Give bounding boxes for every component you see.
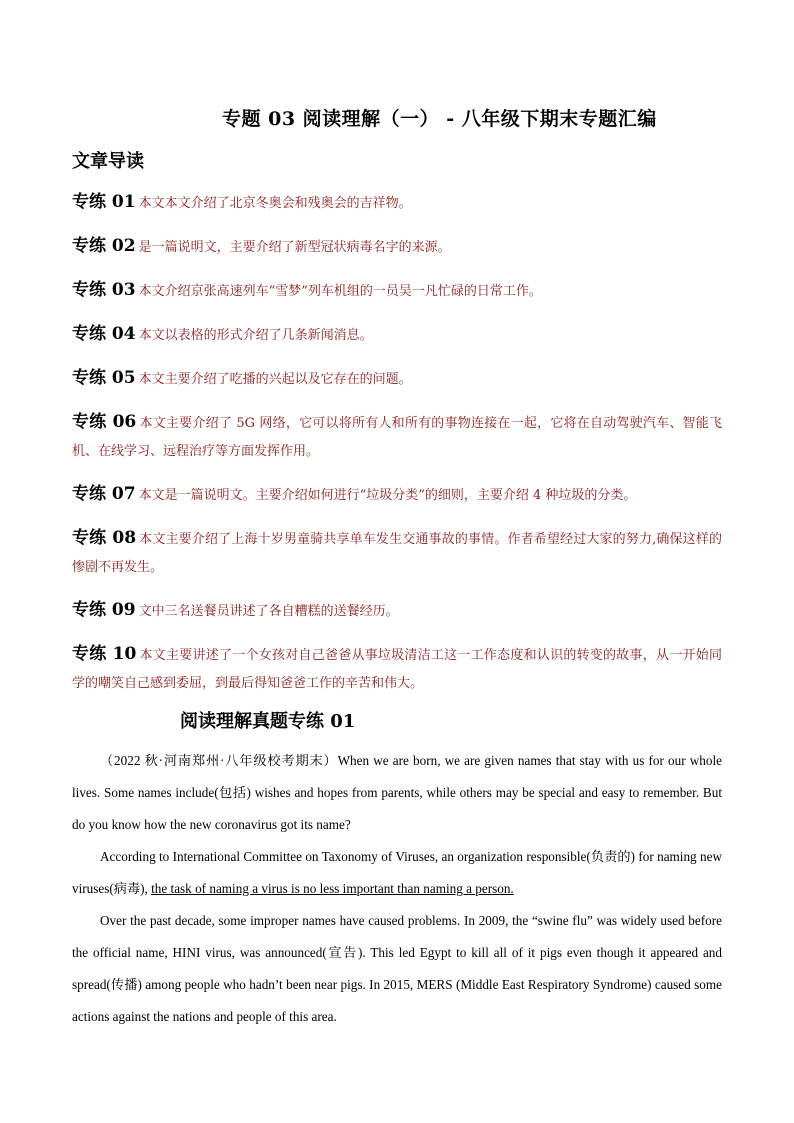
summary-item [72,480,722,510]
summary-label: 专练 01 [72,192,136,212]
summary-text: 本文主要讲述了一个女孩对自己爸爸从事垃圾清洁工这一工作态度和认识的转变的故事，从一开始同学的嘲笑自己感到委屈，到最后得知爸爸工作的辛苦和伟大。 [72,648,722,691]
summary-text: 本文本文介绍了北京冬奥会和残奥会的吉祥物。 [138,196,412,211]
summary-item [72,188,722,218]
summary-item [72,232,722,262]
summary-item [72,408,722,466]
practice-heading: 阅读理解真题专练 01 [180,711,356,732]
summary-label: 专练 07 [72,484,136,504]
summary-text: 本文主要介绍了吃播的兴起以及它存在的问题。 [138,372,412,387]
summary-label: 专练 02 [72,236,136,256]
passage-paragraph-1: （2022 秋·河南郑州·八年级校考期末）When we are born, we are given names that stay with us for our whole lives. Some names include(包括) wishes and hopes from parents, while others may be special and easy to remember. But do you know how the new coronavirus got its name? [72,753,722,832]
reading-passage [72,745,722,1033]
summary-item [72,640,722,698]
summary-label: 专练 08 [72,528,137,548]
summary-text: 本文主要介绍了 5G 网络，它可以将所有人和所有的事物连接在一起，它将在自动驾驶汽车、智能飞机、在线学习、远程治疗等方面发挥作用。 [72,416,723,459]
summary-item [72,276,722,306]
summary-item [72,524,722,582]
summary-item [72,364,722,394]
summary-label: 专练 10 [72,644,137,664]
summary-label: 专练 09 [72,600,136,620]
paragraph-2-text: According to International Committee on Taxonomy of Viruses, an organization responsible(负责的) for naming new viruses(病毒), [72,849,722,896]
passage-paragraph-3: Over the past decade, some improper names have caused problems. In 2009, the “swine flu” was widely used before the official name, HINI virus, was announced(宣告). This led Egypt to kill all of it pigs even though it appeared and spread(传播) among people who hadn’t been near pigs. In 2015, MERS (Middle East Respiratory Syndrome) caused some actions against the nations and people of this area. [72,913,722,1024]
document-title: 专题 03 阅读理解（一） - 八年级下期末专题汇编 [222,108,657,130]
summary-item [72,596,722,626]
summary-item [72,320,722,350]
summary-list [72,188,722,712]
section-heading: 文章导读 [72,151,144,172]
passage-paragraph-2 [72,841,722,905]
summary-label: 专练 06 [72,412,137,432]
underlined-sentence: the task of naming a virus is no less important than naming a person. [151,881,514,896]
summary-text: 本文主要介绍了上海十岁男童骑共享单车发生交通事故的事情。作者希望经过大家的努力,确保这样的惨剧不再发生。 [72,532,722,575]
summary-text: 本文是一篇说明文。主要介绍如何进行“垃圾分类”的细则，主要介绍 4 种垃圾的分类。 [138,488,637,503]
summary-text: 是一篇说明文，主要介绍了新型冠状病毒名字的来源。 [138,240,451,255]
summary-text: 文中三名送餐员讲述了各自糟糕的送餐经历。 [138,604,399,619]
summary-label: 专练 03 [72,280,136,300]
summary-label: 专练 05 [72,368,136,388]
summary-text: 本文介绍京张高速列车“雪梦”列车机组的一员吴一凡忙碌的日常工作。 [138,284,542,299]
summary-text: 本文以表格的形式介绍了几条新闻消息。 [138,328,373,343]
summary-label: 专练 04 [72,324,136,344]
